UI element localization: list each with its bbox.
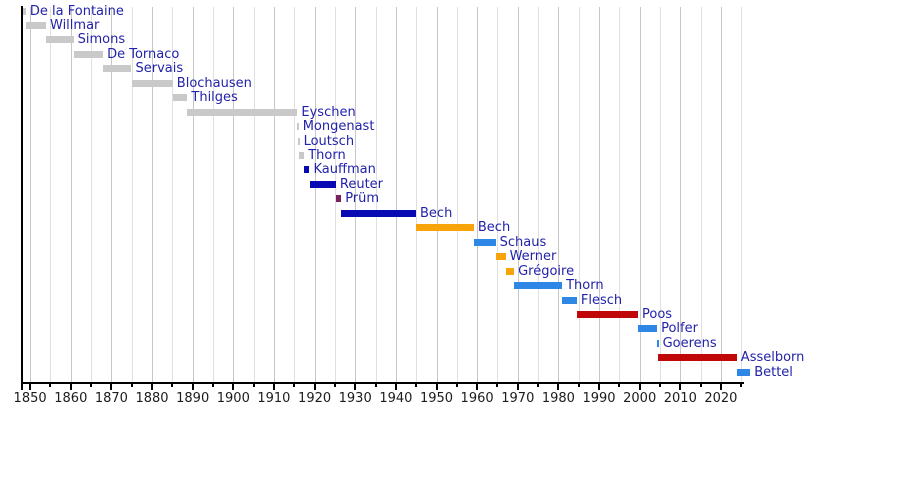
axis-tick-label: 1870 <box>94 391 128 406</box>
gridline-1970 <box>518 7 519 382</box>
timeline-start-border <box>21 6 23 390</box>
axis-tick-label: 1910 <box>257 391 291 406</box>
minister-label-schaus[interactable]: Schaus <box>499 234 547 250</box>
x-axis-tick-2025 <box>740 384 742 387</box>
x-axis-tick-1945 <box>415 384 417 387</box>
axis-tick-label: 1890 <box>176 391 210 406</box>
minister-label-bettel[interactable]: Bettel <box>754 364 793 380</box>
axis-tick-label: 1950 <box>419 391 454 406</box>
x-axis-tick-1850 <box>29 384 31 390</box>
x-axis-tick-1920 <box>314 384 316 390</box>
gridline-1900 <box>233 7 234 382</box>
x-axis-tick-1970 <box>517 384 519 390</box>
gridline-1955 <box>457 7 458 382</box>
x-axis-tick-1980 <box>557 384 559 390</box>
x-axis-tick-1860 <box>70 384 72 390</box>
x-axis-tick-1965 <box>496 384 498 387</box>
x-axis-tick-1865 <box>90 384 92 387</box>
axis-tick-label: 1990 <box>582 391 616 406</box>
axis-tick-label: 1980 <box>541 391 575 406</box>
timeline-bar-bech <box>341 210 416 217</box>
gridline-1965 <box>497 7 498 382</box>
axis-tick-label: 1850 <box>13 391 47 406</box>
axis-tick-label: 2020 <box>704 391 738 406</box>
x-axis-tick-2020 <box>720 384 722 390</box>
timeline-bar-simons <box>46 36 74 43</box>
minister-label-werner[interactable]: Werner <box>509 249 557 265</box>
timeline-bar-thorn <box>299 152 304 159</box>
timeline-bar-gregoire <box>506 268 515 275</box>
minister-label-reuter[interactable]: Reuter <box>339 176 384 192</box>
timeline-bar-eyschen <box>187 109 297 116</box>
minister-label-willmar[interactable]: Willmar <box>50 17 100 33</box>
timeline-bar-goerens <box>657 340 658 347</box>
gridline-1985 <box>579 7 580 382</box>
gridline-1915 <box>294 7 295 382</box>
minister-label-gregoire[interactable]: Grégoire <box>518 263 575 279</box>
timeline-bar-reuter <box>310 181 336 188</box>
timeline-bar-blochausen <box>132 80 173 87</box>
axis-tick-label: 1940 <box>379 391 413 406</box>
x-axis-tick-1990 <box>598 384 600 390</box>
gridline-1870 <box>111 7 112 382</box>
x-axis-tick-1935 <box>375 384 377 387</box>
minister-label-thorn-2[interactable]: Thorn <box>566 278 604 294</box>
timeline-bar-werner <box>496 253 506 260</box>
minister-label-simons[interactable]: Simons <box>77 32 126 48</box>
x-axis-line <box>21 382 744 384</box>
gridline-2015 <box>701 7 702 382</box>
minister-label-de-la-fontaine[interactable]: De la Fontaine <box>29 3 124 19</box>
timeline-bar-willmar <box>26 22 46 29</box>
x-axis-tick-2005 <box>659 384 661 387</box>
gridline-2020 <box>721 7 722 382</box>
timeline-bar-flesch <box>562 297 577 304</box>
minister-label-thilges[interactable]: Thilges <box>191 90 238 106</box>
x-axis-tick-1895 <box>212 384 214 387</box>
gridline-1910 <box>274 7 275 382</box>
timeline-bar-servais <box>103 65 131 72</box>
gridline-1945 <box>416 7 417 382</box>
x-axis-tick-1915 <box>293 384 295 387</box>
minister-label-bech-2[interactable]: Bech <box>477 220 511 236</box>
x-axis-tick-1870 <box>110 384 112 390</box>
timeline-bar-bech-2 <box>416 224 474 231</box>
minister-label-mongenast[interactable]: Mongenast <box>302 119 375 135</box>
axis-tick-label: 1860 <box>54 391 88 406</box>
minister-label-kauffman[interactable]: Kauffman <box>313 162 376 178</box>
timeline-bar-bettel <box>737 369 751 376</box>
gridline-1855 <box>50 7 51 382</box>
minister-label-servais[interactable]: Servais <box>135 61 184 77</box>
timeline-bar-thorn-2 <box>514 282 562 289</box>
gridline-1950 <box>437 7 438 382</box>
gridline-1850 <box>30 7 31 382</box>
x-axis-tick-1950 <box>436 384 438 390</box>
x-axis-tick-1940 <box>395 384 397 390</box>
minister-label-eyschen[interactable]: Eyschen <box>301 104 356 120</box>
axis-tick-label: 2000 <box>623 391 657 406</box>
timeline-bar-de-tornaco <box>74 51 104 58</box>
minister-label-de-tornaco[interactable]: De Tornaco <box>107 46 180 62</box>
gridline-1940 <box>396 7 397 382</box>
x-axis-tick-1855 <box>49 384 51 387</box>
minister-label-thorn[interactable]: Thorn <box>308 148 346 163</box>
x-axis-tick-1985 <box>578 384 580 387</box>
axis-tick-label: 1880 <box>135 391 169 406</box>
x-axis-tick-2000 <box>639 384 641 390</box>
axis-tick-label: 1920 <box>298 391 332 406</box>
minister-label-poos[interactable]: Poos <box>642 306 673 322</box>
minister-label-blochausen[interactable]: Blochausen <box>176 75 252 91</box>
timeline-bar-polfer <box>638 325 657 332</box>
timeline-bar-kauffman <box>304 166 309 173</box>
timeline-bar-loutsch <box>298 138 299 145</box>
x-axis-tick-1905 <box>253 384 255 387</box>
x-axis-tick-2015 <box>700 384 702 387</box>
gridline-1895 <box>213 7 214 382</box>
timeline-bar-prum <box>336 195 341 202</box>
timeline-bar-poos <box>577 311 638 318</box>
timeline-bar-de-la-fontaine <box>23 8 26 15</box>
minister-label-polfer[interactable]: Polfer <box>661 321 698 337</box>
gridline-1875 <box>132 7 133 382</box>
x-axis-tick-1900 <box>232 384 234 390</box>
x-axis-tick-1880 <box>151 384 153 390</box>
axis-tick-label: 1970 <box>501 391 535 406</box>
axis-tick-label: 1930 <box>338 391 372 406</box>
minister-label-bech[interactable]: Bech <box>420 205 453 221</box>
gridline-1960 <box>477 7 478 382</box>
minister-label-goerens[interactable]: Goerens <box>662 335 717 351</box>
gridline-1865 <box>91 7 92 382</box>
axis-tick-label: 2010 <box>663 391 697 406</box>
x-axis-tick-1995 <box>618 384 620 387</box>
gridline-1890 <box>193 7 194 382</box>
x-axis-tick-1890 <box>192 384 194 390</box>
x-axis-tick-1955 <box>456 384 458 387</box>
gridline-1995 <box>619 7 620 382</box>
gridline-1980 <box>558 7 559 382</box>
x-axis-tick-1885 <box>171 384 173 387</box>
gridline-2025 <box>741 7 742 382</box>
x-axis-tick-1960 <box>476 384 478 390</box>
minister-label-asselborn[interactable]: Asselborn <box>740 350 805 366</box>
x-axis-tick-1930 <box>354 384 356 390</box>
timeline-bar-thilges <box>173 94 188 101</box>
gridline-1990 <box>599 7 600 382</box>
timeline-bar-schaus <box>474 239 496 246</box>
timeline-bar-asselborn <box>658 354 736 361</box>
timeline-bar-mongenast <box>297 123 298 130</box>
gridline-1905 <box>254 7 255 382</box>
minister-label-loutsch[interactable]: Loutsch <box>303 133 355 149</box>
gridline-1975 <box>538 7 539 382</box>
x-axis-tick-1910 <box>273 384 275 390</box>
gridline-1860 <box>71 7 72 382</box>
gridline-1920 <box>315 7 316 382</box>
axis-tick-label: 1960 <box>460 391 494 406</box>
x-axis-tick-1875 <box>131 384 133 387</box>
minister-label-flesch[interactable]: Flesch <box>580 292 623 308</box>
axis-tick-label: 1900 <box>216 391 250 406</box>
x-axis-tick-1975 <box>537 384 539 387</box>
x-axis-tick-1925 <box>334 384 336 387</box>
minister-label-prum[interactable]: Prüm <box>345 191 380 207</box>
x-axis-tick-2010 <box>679 384 681 390</box>
